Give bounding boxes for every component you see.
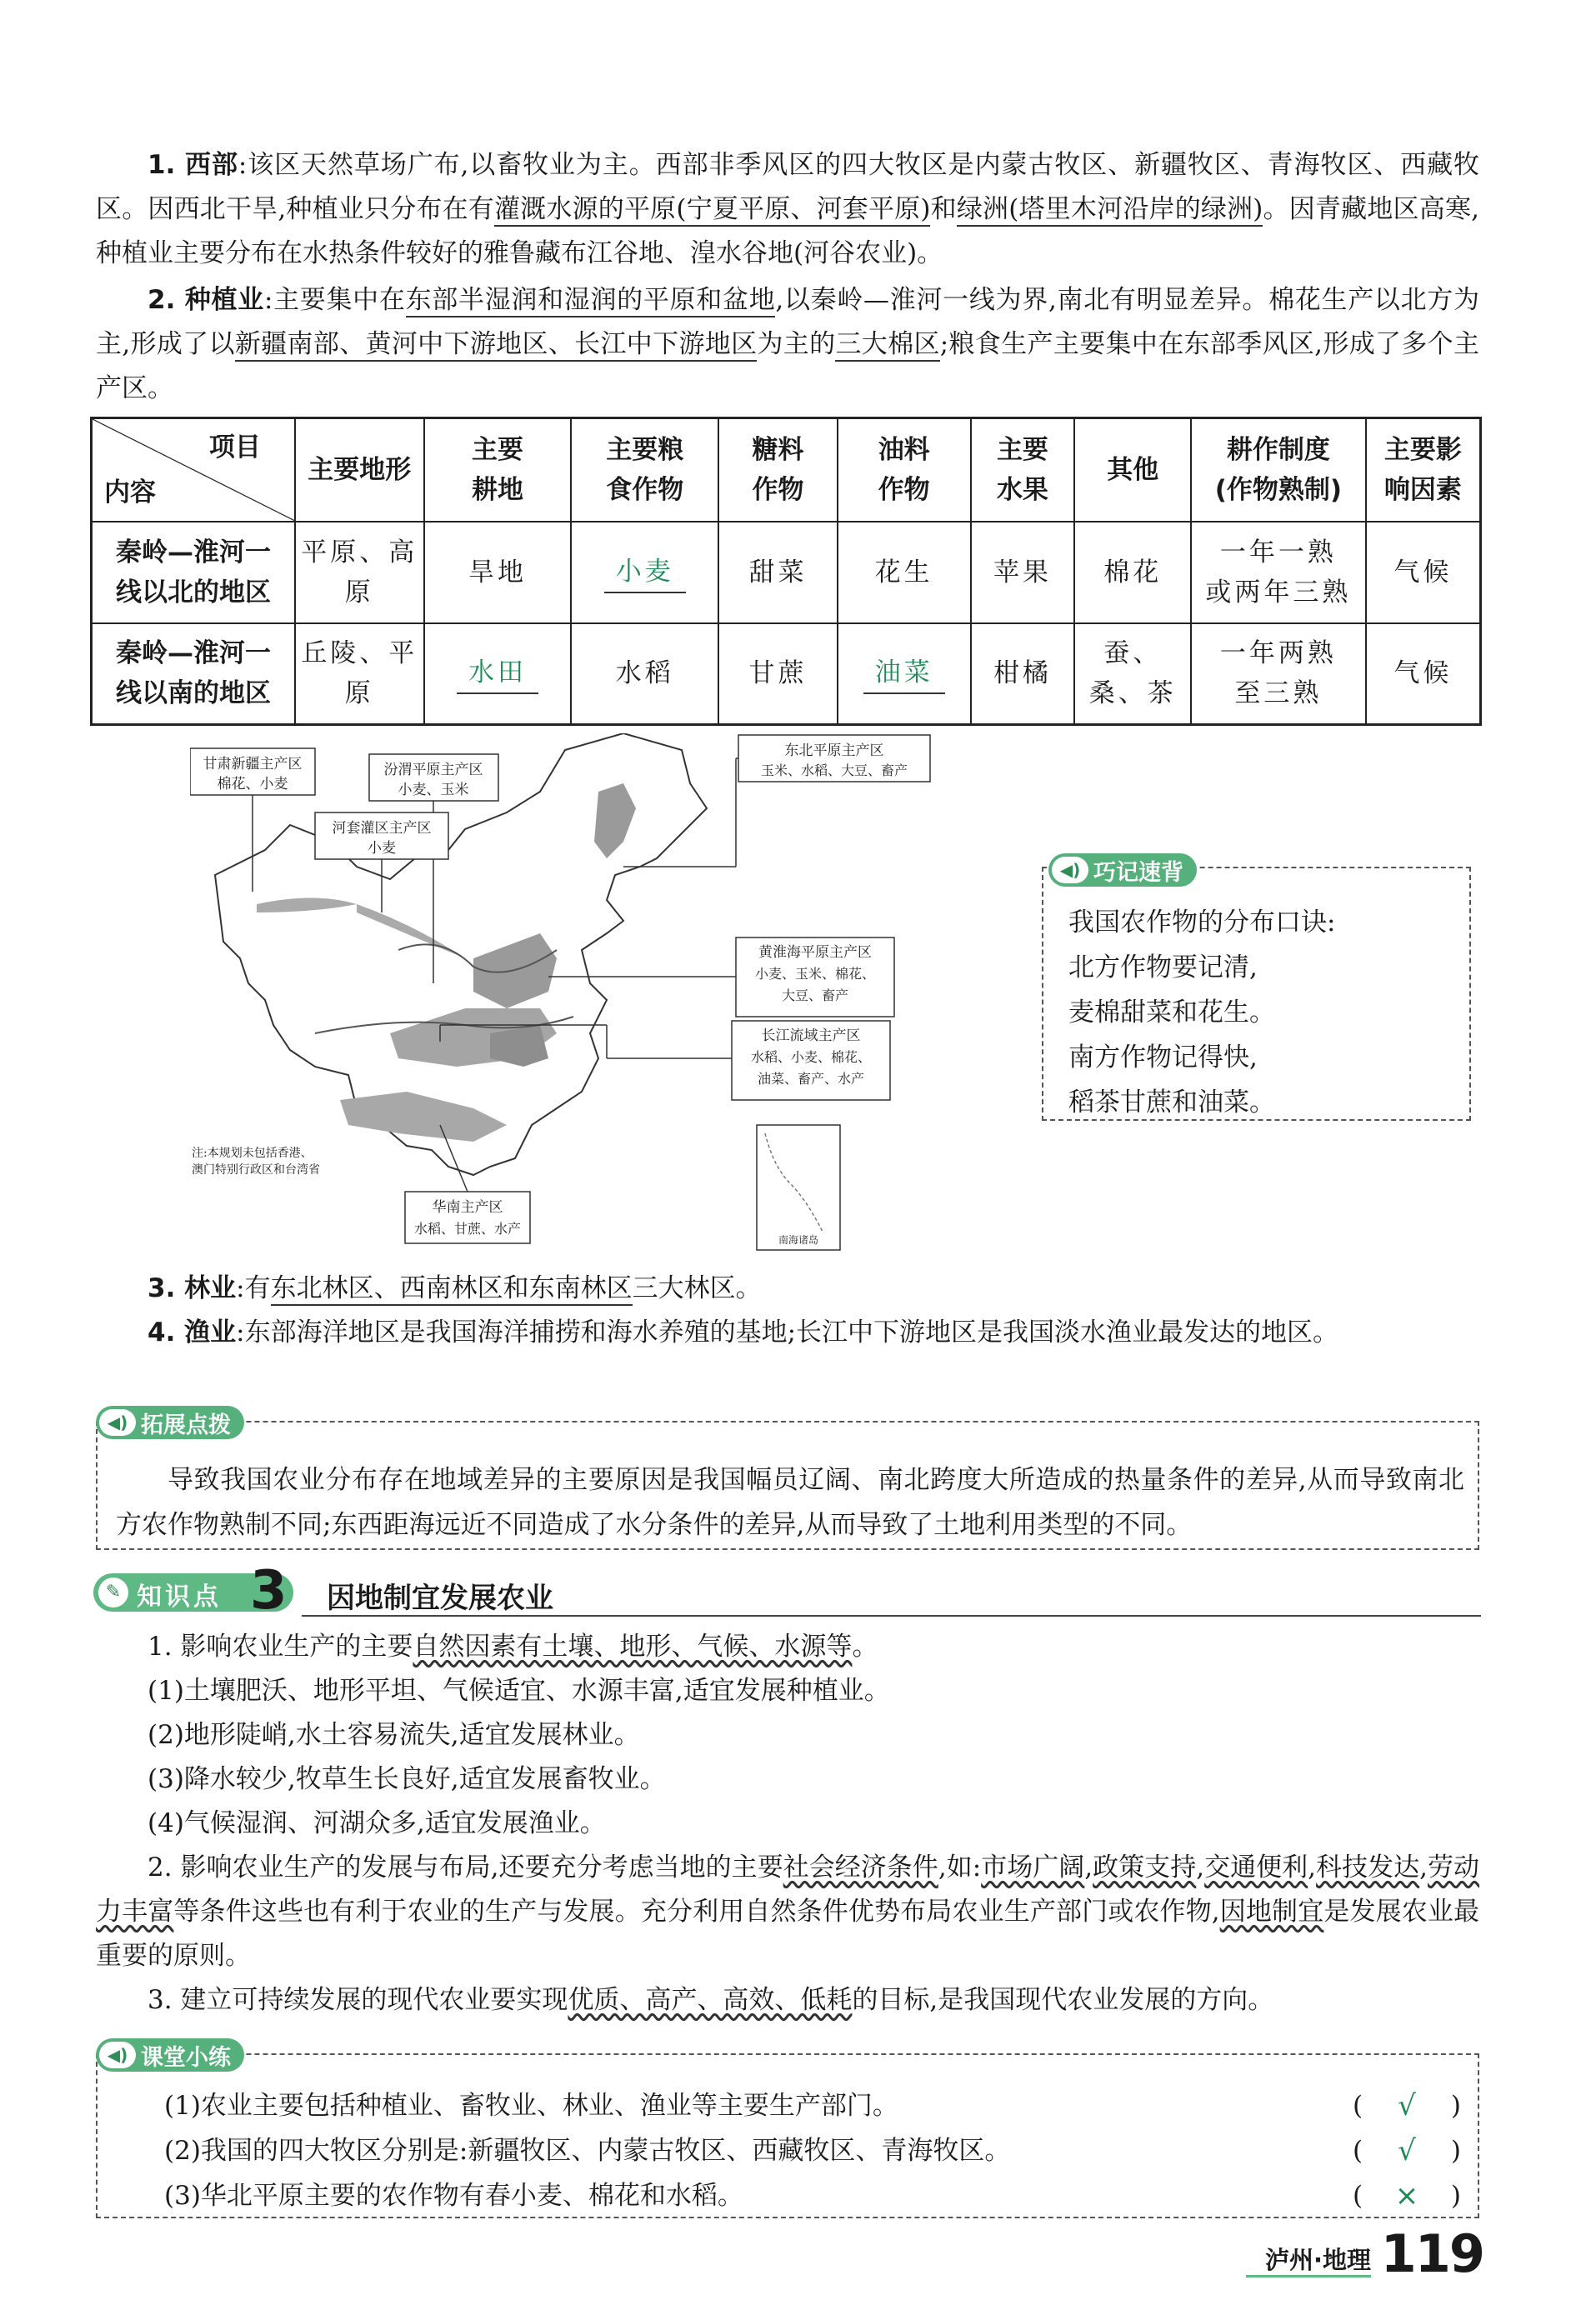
paragraph-fishery: 4. 渔业:东部海洋地区是我国海洋捕捞和海水养殖的基地;长江中下游地区是我国淡水渔业最发达的地区。 <box>148 1318 1339 1348</box>
table-header-row <box>92 418 1481 522</box>
svg-text:油菜、畜产、水产: 油菜、畜产、水产 <box>757 1071 865 1087</box>
check-mark: √ <box>1398 2134 1416 2168</box>
divider <box>302 1615 1481 1617</box>
svg-text:长江流域主产区: 长江流域主产区 <box>761 1028 861 1044</box>
header-system: 耕作制度 (作物熟制) <box>1191 418 1366 522</box>
mnemonic-lines: 我国农作物的分布口诀: 北方作物要记清, 麦棉甜菜和花生。 南方作物记得快, 稻茶甘蔗和油菜。 <box>1068 908 1336 1118</box>
cross-mark: × <box>1394 2179 1419 2212</box>
answer-paren: ( × ) <box>1353 2179 1461 2212</box>
svg-text:小麦、玉米、棉花、: 小麦、玉米、棉花、 <box>754 966 876 982</box>
header-fruit: 主要 水果 <box>971 418 1075 522</box>
map-note: 澳门特别行政区和台湾省 <box>192 1163 320 1177</box>
section-title: 因地制宜发展农业 <box>327 1582 553 1615</box>
header-terrain: 主要地形 <box>295 418 424 522</box>
para-label: 2. 种植业 <box>148 285 264 315</box>
header-sugar: 糖料 作物 <box>718 418 838 522</box>
svg-text:水稻、甘蔗、水产: 水稻、甘蔗、水产 <box>413 1221 522 1237</box>
practice-item: (3)华北平原主要的农作物有春小麦、棉花和水稻。 ( × ) <box>164 2173 1461 2218</box>
svg-text:华南主产区: 华南主产区 <box>432 1199 503 1216</box>
list-item: (2)地形陡峭,水土容易流失,适宜发展林业。 <box>148 1720 640 1750</box>
corner-cell: 项目 内容 <box>92 418 295 522</box>
header-factor: 主要影 响因素 <box>1366 418 1481 522</box>
answer-oil-south: 油菜 <box>863 652 945 694</box>
svg-text:大豆、畜产: 大豆、畜产 <box>781 988 849 1003</box>
city-subject: 泸州·地理 <box>1264 2246 1371 2274</box>
paragraph-planting: 2. 种植业:主要集中在东部半湿润和湿润的平原和盆地,以秦岭—淮河一线为界,南北有明显差异。棉花生产以北方为主,形成了以新疆南部、黄河中下游地区、长江中下游地区为主的三大棉区;粮食生产主要集中在东部季风区,形成了多个主产区。 <box>96 285 1480 403</box>
svg-text:河套灌区主产区: 河套灌区主产区 <box>332 820 432 837</box>
north-south-comparison-table <box>90 417 1482 726</box>
svg-text:汾渭平原主产区: 汾渭平原主产区 <box>383 762 483 778</box>
expansion-tag: ◀) 拓展点拨 <box>96 1406 244 1439</box>
svg-text:东北平原主产区: 东北平原主产区 <box>784 742 884 759</box>
list-item: (3)降水较少,牧草生长良好,适宜发展畜牧业。 <box>148 1764 666 1794</box>
mnemonic-box <box>1042 859 1471 1121</box>
agriculture-regions-map <box>190 733 940 1267</box>
paragraph-west: 1. 西部:该区天然草场广布,以畜牧业为主。西部非季风区的四大牧区是内蒙古牧区、新疆牧区、青海牧区、西藏牧区。因西北干旱,种植业只分布在有灌溉水源的平原(宁夏平原、河套平原)和绿洲(塔里木河沿岸的绿洲)。因青藏地区高寒,种植业主要分布在水热条件较好的雅鲁藏布江谷地、湟水谷地(河谷农业)。 <box>96 150 1479 268</box>
header-land: 主要 耕地 <box>424 418 572 522</box>
table-row-south: 秦岭—淮河一 线以南的地区 丘陵、平原 水田 水稻 甘蔗 油菜 柑橘 蚕、桑、茶 一年两熟 至三熟 气候 <box>92 623 1481 725</box>
svg-text:棉花、小麦: 棉花、小麦 <box>217 776 288 792</box>
answer-grain-north: 小麦 <box>604 552 686 593</box>
header-other: 其他 <box>1074 418 1191 522</box>
speaker-icon: ◀) <box>99 1409 136 1436</box>
answer-land-south: 水田 <box>457 652 538 694</box>
paragraph-sustainable: 3. 建立可持续发展的现代农业要实现优质、高产、高效、低耗的目标,是我国现代农业发展的方向。 <box>148 1985 1274 2015</box>
practice-item: (2)我国的四大牧区分别是:新疆牧区、内蒙古牧区、西藏牧区、青海牧区。 ( √ ) <box>164 2128 1461 2173</box>
paragraph-natural-factors: 1. 影响农业生产的主要自然因素有土壤、地形、气候、水源等。 <box>148 1632 878 1662</box>
speaker-icon: ◀) <box>1052 857 1088 883</box>
paragraph-social-factors: 2. 影响农业生产的发展与布局,还要充分考虑当地的主要社会经济条件,如:市场广阔,政策支持,交通便利,科技发达,劳动力丰富等条件这些也有利于农业的生产与发展。充分利用自然条件优势布局农业生产部门或农作物,因地制宜是发展农业最重要的原则。 <box>96 1852 1480 1971</box>
pen-icon: ✎ <box>98 1578 128 1608</box>
expansion-box: ◀) 拓展点拨 导致我国农业分布存在地域差异的主要原因是我国幅员辽阔、南北跨度大所造成的热量条件的差异,从而导致南北方农作物熟制不同;东西距海远近不同造成了水分条件的差异,从而导致了土地利用类型的不同。 <box>96 1421 1479 1550</box>
list-item: (4)气候湿润、河湖众多,适宜发展渔业。 <box>148 1808 606 1838</box>
footer-bar <box>1246 2275 1371 2278</box>
svg-text:玉米、水稻、大豆、畜产: 玉米、水稻、大豆、畜产 <box>760 762 908 778</box>
header-oil: 油料 作物 <box>838 418 971 522</box>
mnemonic-tag: ◀) 巧记速背 <box>1048 853 1197 887</box>
svg-text:黄淮海平原主产区: 黄淮海平原主产区 <box>758 944 872 961</box>
answer-paren: ( √ ) <box>1353 2134 1461 2168</box>
row-name: 秦岭—淮河一 线以南的地区 <box>92 623 295 725</box>
map-note: 注:本规划未包括香港、 <box>192 1147 313 1160</box>
row-name: 秦岭—淮河一 线以北的地区 <box>92 522 295 623</box>
knowledge-point-header <box>93 1560 1481 1622</box>
practice-item: (1)农业主要包括种植业、畜牧业、林业、渔业等主要生产部门。 ( √ ) <box>164 2083 1461 2128</box>
answer-paren: ( √ ) <box>1353 2089 1461 2122</box>
list-item: (1)土壤肥沃、地形平坦、气候适宜、水源丰富,适宜发展种植业。 <box>148 1676 890 1706</box>
table-row-north: 秦岭—淮河一 线以北的地区 平原、高原 旱地 小麦 甜菜 花生 苹果 棉花 一年一熟 或两年三熟 气候 <box>92 522 1481 623</box>
knowledge-point-badge: ✎ 知识点 3 <box>93 1573 293 1612</box>
speaker-icon: ◀) <box>99 2042 136 2068</box>
paragraph-forestry: 3. 林业:有东北林区、西南林区和东南林区三大林区。 <box>96 1267 1479 1311</box>
header-grain: 主要粮 食作物 <box>571 418 718 522</box>
south-china-sea-inset <box>757 1125 840 1250</box>
para-label: 1. 西部 <box>148 150 238 180</box>
svg-text:小麦: 小麦 <box>368 840 396 857</box>
svg-text:水稻、小麦、棉花、: 水稻、小麦、棉花、 <box>750 1049 872 1065</box>
svg-text:小麦、玉米: 小麦、玉米 <box>398 782 469 798</box>
check-mark: √ <box>1398 2089 1416 2122</box>
page-number: 119 <box>1380 2223 1483 2284</box>
practice-box <box>96 2044 1479 2218</box>
svg-text:南海诸岛: 南海诸岛 <box>778 1234 819 1246</box>
practice-tag: ◀) 课堂小练 <box>96 2038 244 2072</box>
svg-text:甘肃新疆主产区: 甘肃新疆主产区 <box>203 756 303 772</box>
